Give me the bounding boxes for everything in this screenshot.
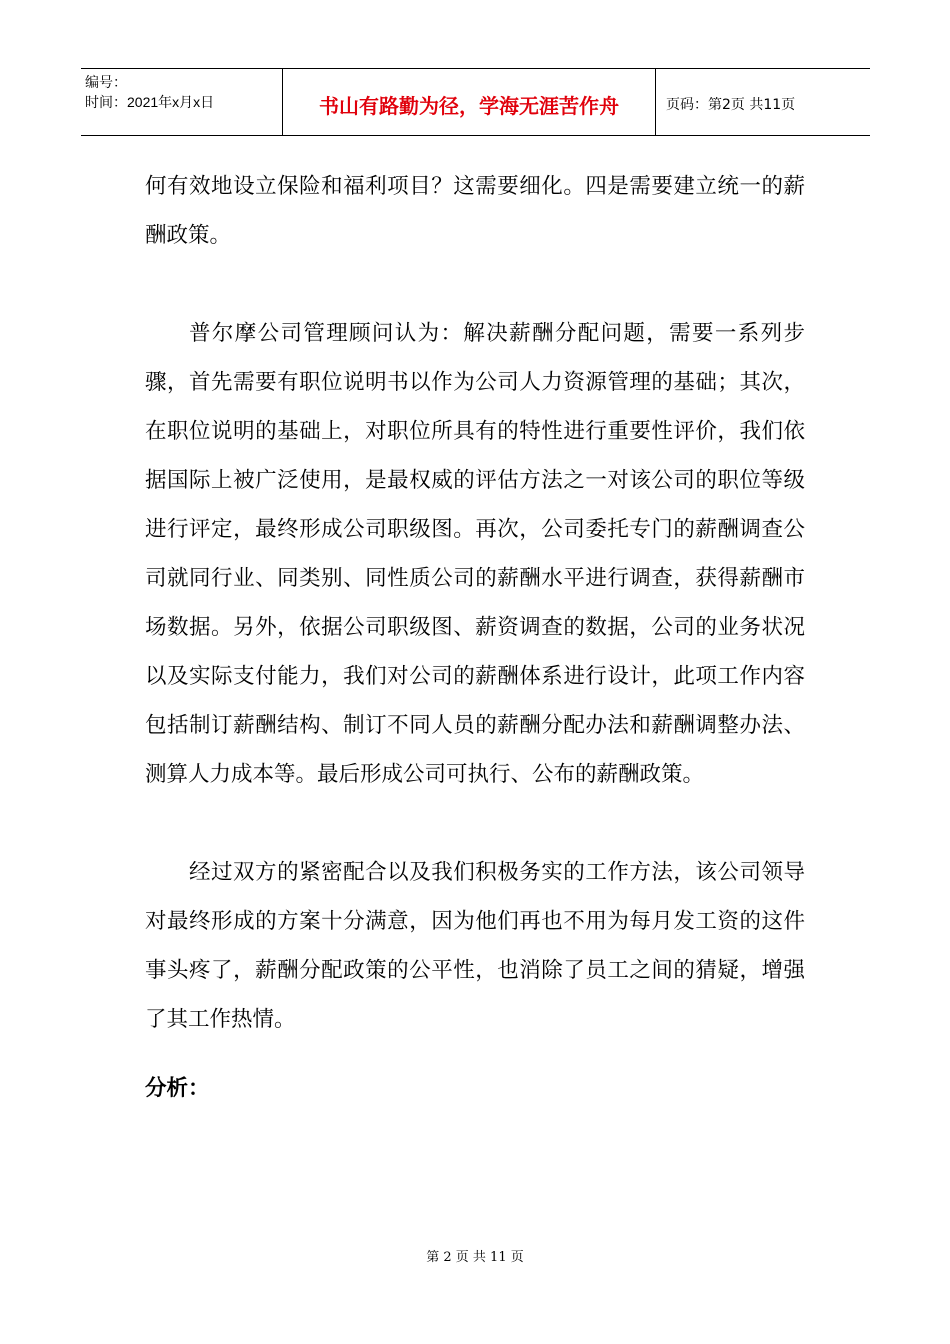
paragraph-gap <box>145 1044 805 1064</box>
paragraph-3: 经过双方的紧密配合以及我们积极务实的工作方法，该公司领导对最终形成的方案十分满意，因为他们再也不用为每月发工资的这件事头疼了，薪酬分配政策的公平性，也消除了员工之间的猜疑，增强了其工作热情。 <box>145 860 805 1032</box>
paragraph-2: 普尔摩公司管理顾问认为：解决薪酬分配问题，需要一系列步骤，首先需要有职位说明书以作为公司人力资源管理的基础；其次，在职位说明的基础上，对职位所具有的特性进行重要性评价，我们依据国际上被广泛使用，是最权威的评估方法之一对该公司的职位等级进行评定，最终形成公司职级图。再次，公司委托专门的薪酬调查公司就同行业、同类别、同性质公司的薪酬水平进行调查，获得薪酬市场数据。另外，依据公司职级图、薪资调查的数据，公司的业务状况以及实际支付能力，我们对公司的薪酬体系进行设计，此项工作内容包括制订薪酬结构、制订不同人员的薪酬分配办法和薪酬调整办法、测算人力成本等。最后形成公司可执行、公布的薪酬政策。 <box>145 321 805 787</box>
header-page-info: 页码：第2页 共11页 <box>666 97 796 113</box>
time-label: 时间：2021年x月x日 <box>85 94 215 110</box>
document-body <box>145 162 805 1113</box>
paragraph-gap <box>145 799 805 848</box>
paragraph-gap <box>145 260 805 309</box>
analysis-heading: 分析： <box>145 1076 210 1101</box>
number-label: 编号： <box>85 74 127 90</box>
paragraph-1: 何有效地设立保险和福利项目？这需要细化。四是需要建立统一的薪酬政策。 <box>145 174 805 248</box>
page-footer: 第 2 页 共 11 页 <box>426 1250 524 1265</box>
page-header <box>81 68 870 136</box>
header-meta <box>81 69 283 135</box>
header-motto: 书山有路勤为径，学海无涯苦作舟 <box>283 69 656 135</box>
